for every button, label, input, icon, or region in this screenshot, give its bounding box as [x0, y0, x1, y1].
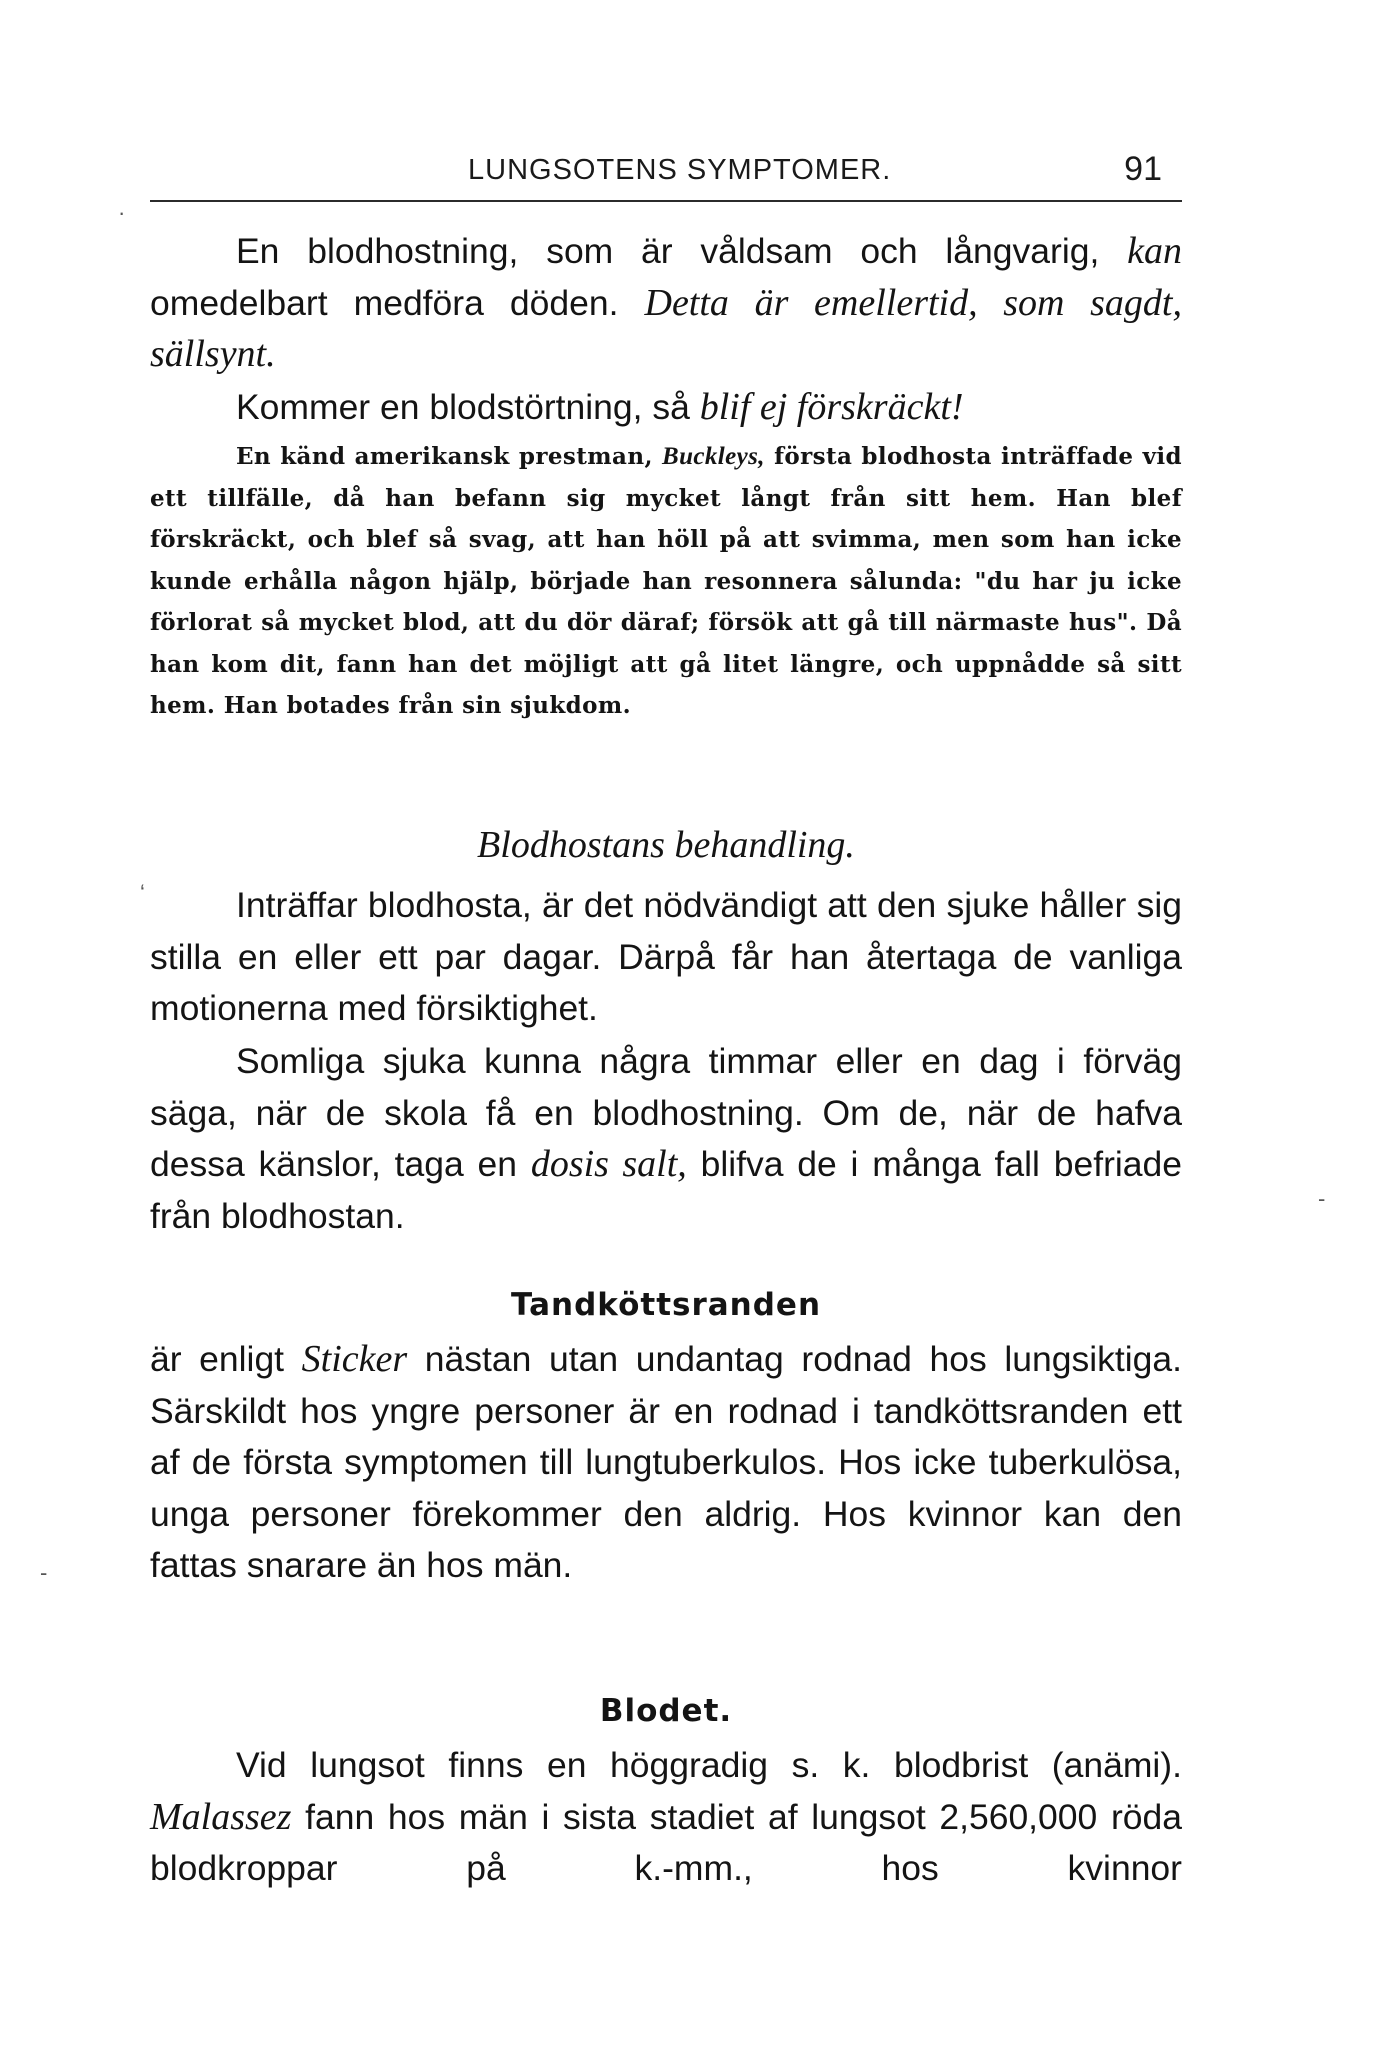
- paragraph-anecdote: [150, 436, 1182, 727]
- section-heading-blodhostans-behandling: Blodhostans behandling.: [477, 824, 855, 866]
- paragraph-behandling: [150, 880, 1182, 1035]
- running-title: LUNGSOTENS SYMPTOMER.: [468, 154, 892, 186]
- emphasis-sallsynt: Detta är emellertid, som sagdt, sällsynt.: [150, 281, 1182, 375]
- book-page: [150, 0, 1190, 2045]
- page-number: 91: [1124, 150, 1162, 188]
- paragraph-text: fann hos män i sista stadiet af lungsot 2,560,000 röda blodkroppar på k.-mm., hos kvinnor: [150, 1796, 1182, 1888]
- paragraph-text: Vid lungsot finns en höggradig s. k. blodbrist (anämi).: [236, 1745, 1182, 1785]
- paragraph-text: är enligt: [150, 1339, 302, 1379]
- print-speck: -: [40, 1560, 48, 1585]
- paragraph-text: Inträffar blodhosta, är det nödvändigt att den sjuke håller sig stilla en eller ett par dagar. Därpå får han återtaga de vanliga motionerna med försiktighet.: [150, 885, 1182, 1028]
- paragraph-somliga: [150, 1036, 1182, 1242]
- paragraph-text: blifva de i många fall befriade från blodhostan.: [150, 1144, 1183, 1236]
- print-speck: ·: [118, 200, 126, 225]
- header-rule: [150, 200, 1182, 202]
- paragraph-text: En blodhostning, som är våldsam och långvarig,: [236, 231, 1128, 271]
- paragraph-text: Kommer en blodstörtning, så: [236, 387, 700, 427]
- paragraph-text: En känd amerikansk prestman,: [236, 443, 663, 470]
- section-heading-blodet: Blodet.: [599, 1693, 733, 1729]
- paragraph-tandkottsranden: [150, 1334, 1182, 1592]
- paragraph-blodhostning: [150, 226, 1182, 381]
- paragraph-text: nästan utan undantag rodnad hos lungsiktiga. Särskildt hos yngre personer är en rodnad i tandköttsranden ett af de första symptomen till lungtuberkulos. Hos icke tuberkulösa, unga personer förekommer den aldrig. Hos kvinnor kan den fattas snarare än hos män.: [150, 1339, 1182, 1585]
- section-heading-tandkottsranden: Tandköttsranden: [510, 1287, 822, 1323]
- emphasis-kan: kan: [1127, 230, 1182, 272]
- emphasis-malassez: Malassez: [150, 1795, 292, 1838]
- paragraph-blodstortning: [150, 382, 1182, 434]
- paragraph-text: första blodhosta inträffade vid ett tillfälle, då han befann sig mycket långt från sitt hem. Han blef förskräckt, och blef så svag, att han höll på att svimma, men som han icke kunde erhålla någon hjälp, började han resonnera sålunda: "du har ju icke förlorat så mycket blod, att du dör däraf; försök att gå till närmaste hus". Då han kom dit, fann han det möjligt att gå litet längre, och uppnådde så sitt hem. Han botades från sin sjukdom.: [150, 443, 1182, 719]
- emphasis-buckleys: Buckleys,: [662, 443, 765, 470]
- page-header: [150, 150, 1190, 198]
- paragraph-text: Somliga sjuka kunna några timmar eller en dag i förväg säga, när de skola få en blodhostning. Om de, när de hafva dessa känslor, taga en: [150, 1041, 1182, 1184]
- emphasis-dosis-salt: dosis salt,: [530, 1143, 687, 1185]
- emphasis-sticker: Sticker: [301, 1338, 408, 1380]
- print-speck: ‘: [140, 880, 145, 905]
- emphasis-forskrackt: blif ej förskräckt!: [699, 386, 964, 428]
- paragraph-blodet: [150, 1740, 1182, 1895]
- print-speck: -: [1318, 1186, 1326, 1211]
- paragraph-text: omedelbart medföra döden.: [150, 282, 645, 323]
